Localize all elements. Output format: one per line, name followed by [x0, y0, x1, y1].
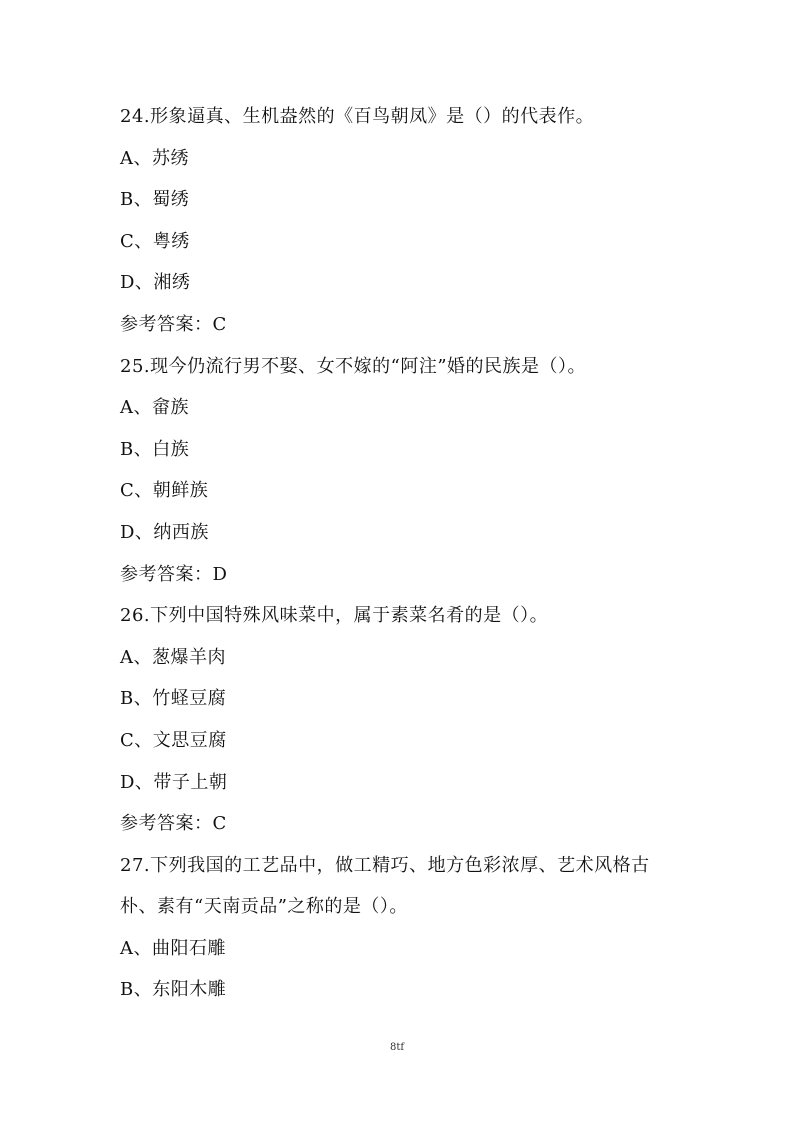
question-24-option-d: D、湘绣	[120, 272, 191, 293]
question-25-option-a: A、畲族	[120, 397, 189, 418]
question-26-answer: 参考答案：C	[120, 813, 227, 834]
question-25-answer: 参考答案：D	[120, 564, 228, 585]
question-26-option-a: A、葱爆羊肉	[120, 647, 226, 668]
question-26-option-d: D、带子上朝	[120, 772, 228, 793]
question-27-option-a: A、曲阳石雕	[120, 938, 226, 959]
question-24-option-a: A、苏绣	[120, 148, 189, 169]
question-27-text-line2: 朴、素有“天南贡品”之称的是（）。	[120, 896, 408, 917]
question-26-option-c: C、文思豆腐	[120, 730, 227, 751]
question-24-option-c: C、粤绣	[120, 231, 190, 252]
question-24-answer: 参考答案：C	[120, 314, 227, 335]
question-27-option-b: B、东阳木雕	[120, 979, 227, 1000]
question-25-option-b: B、白族	[120, 439, 190, 460]
question-25-text: 25.现今仍流行男不娶、女不嫁的“阿注”婚的民族是（）。	[120, 356, 587, 377]
question-24-text: 24.形象逼真、生机盎然的《百鸟朝凤》是（）的代表作。	[120, 106, 595, 127]
question-26-option-b: B、竹蛏豆腐	[120, 688, 227, 709]
question-26-text: 26.下列中国特殊风味菜中，属于素菜名肴的是（）。	[120, 605, 549, 626]
question-24-option-b: B、蜀绣	[120, 189, 190, 210]
question-27-text-line1: 27.下列我国的工艺品中，做工精巧、地方色彩浓厚、艺术风格古	[120, 855, 650, 876]
question-25-option-c: C、朝鲜族	[120, 480, 209, 501]
page-number: 8tf	[389, 1042, 405, 1053]
question-25-option-d: D、纳西族	[120, 522, 209, 543]
